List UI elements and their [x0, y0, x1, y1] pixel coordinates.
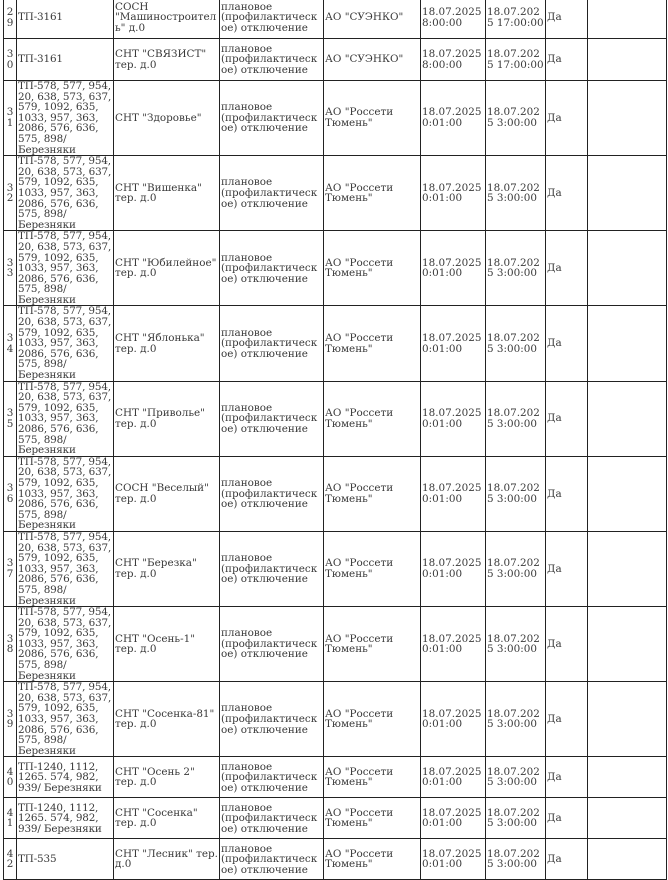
outage-start: 18.07.2025 0:01:00 — [422, 106, 482, 130]
power-resume-cell — [546, 757, 588, 798]
outage-start: 18.07.2025 8:00:00 — [422, 47, 482, 71]
object-name-cell — [114, 798, 220, 839]
object-name-cell — [114, 682, 220, 757]
organization-cell — [324, 39, 421, 81]
table-row — [4, 798, 667, 839]
outage-type-cell — [220, 757, 324, 798]
outage-end: 18.07.2025 3:00:00 — [487, 407, 540, 430]
table-row — [4, 39, 667, 81]
outage-start: 18.07.2025 0:01:00 — [422, 482, 482, 505]
empty-cell-cell — [588, 231, 667, 306]
row-number: 32 — [6, 181, 14, 205]
row-number-cell — [4, 456, 17, 531]
object-name-cell — [114, 607, 220, 682]
outage-start: 18.07.2025 0:01:00 — [422, 847, 482, 871]
transformer-list-cell — [17, 757, 114, 798]
row-number: 39 — [6, 707, 14, 731]
row-number-cell — [4, 381, 17, 456]
transformer-list-cell — [17, 607, 114, 682]
transformer-list-cell — [17, 531, 114, 606]
object-name-cell — [114, 156, 220, 231]
organization-cell — [324, 81, 421, 156]
empty-cell-cell — [588, 381, 667, 456]
row-number-cell — [4, 306, 17, 381]
organization-cell — [324, 156, 421, 231]
row-number: 35 — [6, 407, 14, 430]
power-resume: Да — [547, 771, 562, 784]
outage-end-cell — [486, 798, 546, 839]
power-resume: Да — [547, 111, 562, 124]
outage-type: плановое (профилактическое) отключение — [221, 627, 318, 661]
outage-end: 18.07.2025 3:00:00 — [487, 557, 540, 581]
organization-cell — [324, 456, 421, 531]
outage-type-cell — [220, 81, 324, 156]
outage-end-cell — [486, 0, 546, 39]
outage-start: 18.07.2025 8:00:00 — [422, 5, 482, 29]
table-row — [4, 531, 667, 606]
object-name: СНТ "СВЯЗИСТ" тер. д.0 — [115, 47, 207, 71]
outage-type-cell — [220, 231, 324, 306]
outage-end-cell — [486, 306, 546, 381]
row-number: 33 — [6, 256, 14, 280]
object-name: СНТ "Яблонька" тер. д.0 — [115, 331, 205, 355]
outage-end: 18.07.2025 3:00:00 — [487, 482, 540, 505]
table-row — [4, 839, 667, 880]
outage-start: 18.07.2025 0:01:00 — [422, 557, 482, 581]
empty-cell-cell — [588, 682, 667, 757]
power-resume: Да — [547, 637, 562, 650]
organization-cell — [324, 839, 421, 880]
transformer-list: ТП-578, 577, 954, 20, 638, 573, 637, 579, 1092, 635, 1033, 957, 363, 2086, 576, 636, 575, 898/Березняки — [18, 230, 112, 306]
outage-type-cell — [220, 607, 324, 682]
object-name: СОСН "Веселый" тер. д.0 — [115, 482, 209, 505]
organization-cell — [324, 306, 421, 381]
power-resume: Да — [547, 812, 562, 825]
organization: АО "Россети Тюмень" — [325, 482, 394, 505]
transformer-list-cell — [17, 456, 114, 531]
outage-start: 18.07.2025 0:01:00 — [422, 331, 482, 355]
row-number: 30 — [6, 47, 14, 71]
transformer-list-cell — [17, 798, 114, 839]
outage-end-cell — [486, 682, 546, 757]
row-number-cell — [4, 81, 17, 156]
row-number: 31 — [6, 106, 14, 130]
organization: АО "Россети Тюмень" — [325, 331, 394, 355]
outage-type: плановое (профилактическое) отключение — [221, 176, 318, 210]
outage-type-cell — [220, 456, 324, 531]
transformer-list-cell — [17, 682, 114, 757]
table-body — [4, 0, 667, 880]
row-number: 34 — [6, 331, 14, 355]
transformer-list: ТП-1240, 1112, 1265. 574, 982, 939/ Березняки — [18, 760, 102, 794]
outage-start-cell — [421, 757, 486, 798]
row-number: 29 — [6, 5, 14, 29]
object-name-cell — [114, 757, 220, 798]
organization-cell — [324, 0, 421, 39]
outage-type-cell — [220, 531, 324, 606]
transformer-list-cell — [17, 839, 114, 880]
power-resume-cell — [546, 156, 588, 231]
outage-start: 18.07.2025 0:01:00 — [422, 632, 482, 656]
power-resume-cell — [546, 39, 588, 81]
organization: АО "Россети Тюмень" — [325, 707, 394, 731]
transformer-list: ТП-578, 577, 954, 20, 638, 573, 637, 579, 1092, 635, 1033, 957, 363, 2086, 576, 636, 575, 898/Березняки — [18, 381, 112, 457]
outage-start-cell — [421, 306, 486, 381]
power-resume: Да — [547, 337, 562, 350]
organization: АО "СУЭНКО" — [325, 53, 404, 66]
power-resume-cell — [546, 231, 588, 306]
row-number-cell — [4, 839, 17, 880]
outage-end: 18.07.2025 3:00:00 — [487, 806, 540, 830]
power-resume: Да — [547, 412, 562, 425]
organization-cell — [324, 231, 421, 306]
power-resume: Да — [547, 487, 562, 500]
organization: АО "Россети Тюмень" — [325, 407, 394, 430]
table-row — [4, 456, 667, 531]
power-resume-cell — [546, 306, 588, 381]
table-row — [4, 81, 667, 156]
outage-end-cell — [486, 456, 546, 531]
outage-start-cell — [421, 682, 486, 757]
outage-start-cell — [421, 839, 486, 880]
empty-cell-cell — [588, 81, 667, 156]
power-resume: Да — [547, 186, 562, 199]
outage-end: 18.07.2025 3:00:00 — [487, 632, 540, 656]
outage-type-cell — [220, 798, 324, 839]
outage-type: плановое (профилактическое) отключение — [221, 251, 318, 285]
power-resume: Да — [547, 562, 562, 575]
outage-end-cell — [486, 607, 546, 682]
empty-cell-cell — [588, 798, 667, 839]
table-row — [4, 607, 667, 682]
outage-end-cell — [486, 757, 546, 798]
outage-start-cell — [421, 607, 486, 682]
row-number: 37 — [6, 557, 14, 581]
power-resume-cell — [546, 381, 588, 456]
row-number-cell — [4, 531, 17, 606]
outage-end: 18.07.2025 17:00:00 — [487, 5, 544, 29]
object-name: СОСН "Машиностроитель" д.0 — [115, 0, 217, 34]
outage-end: 18.07.2025 3:00:00 — [487, 765, 540, 789]
row-number-cell — [4, 39, 17, 81]
outage-start: 18.07.2025 0:01:00 — [422, 407, 482, 430]
outage-end-cell — [486, 39, 546, 81]
object-name-cell — [114, 0, 220, 39]
outage-end: 18.07.2025 3:00:00 — [487, 256, 540, 280]
object-name-cell — [114, 39, 220, 81]
row-number: 41 — [6, 806, 14, 830]
outage-type: плановое (профилактическое) отключение — [221, 552, 318, 586]
outage-start: 18.07.2025 0:01:00 — [422, 765, 482, 789]
object-name-cell — [114, 456, 220, 531]
empty-cell-cell — [588, 531, 667, 606]
outage-type: плановое (профилактическое) отключение — [221, 702, 318, 736]
organization-cell — [324, 607, 421, 682]
row-number-cell — [4, 682, 17, 757]
outage-start-cell — [421, 231, 486, 306]
outage-schedule-table — [3, 0, 667, 880]
power-resume: Да — [547, 853, 562, 866]
transformer-list: ТП-3161 — [18, 53, 63, 66]
transformer-list: ТП-578, 577, 954, 20, 638, 573, 637, 579, 1092, 635, 1033, 957, 363, 2086, 576, 636, 575, 898/Березняки — [18, 531, 112, 607]
organization: АО "Россети Тюмень" — [325, 106, 394, 130]
power-resume-cell — [546, 798, 588, 839]
outage-start: 18.07.2025 0:01:00 — [422, 256, 482, 280]
row-number-cell — [4, 798, 17, 839]
outage-end: 18.07.2025 17:00:00 — [487, 47, 544, 71]
outage-type: плановое (профилактическое) отключение — [221, 101, 318, 135]
power-resume: Да — [547, 713, 562, 726]
empty-cell-cell — [588, 39, 667, 81]
outage-type-cell — [220, 682, 324, 757]
table-row — [4, 682, 667, 757]
transformer-list: ТП-535 — [18, 853, 57, 866]
outage-start: 18.07.2025 0:01:00 — [422, 181, 482, 205]
row-number-cell — [4, 757, 17, 798]
outage-type-cell — [220, 839, 324, 880]
outage-start-cell — [421, 156, 486, 231]
outage-type: плановое (профилактическое) отключение — [221, 42, 318, 76]
outage-type-cell — [220, 156, 324, 231]
outage-start: 18.07.2025 0:01:00 — [422, 707, 482, 731]
empty-cell-cell — [588, 156, 667, 231]
transformer-list-cell — [17, 81, 114, 156]
outage-end-cell — [486, 156, 546, 231]
object-name-cell — [114, 531, 220, 606]
power-resume-cell — [546, 607, 588, 682]
empty-cell-cell — [588, 757, 667, 798]
empty-cell-cell — [588, 306, 667, 381]
row-number: 36 — [6, 482, 14, 505]
transformer-list: ТП-3161 — [18, 11, 63, 24]
object-name: СНТ "Сосенка-81" тер. д.0 — [115, 707, 215, 731]
organization: АО "Россети Тюмень" — [325, 847, 394, 871]
outage-type: плановое (профилактическое) отключение — [221, 0, 318, 34]
outage-type: плановое (профилактическое) отключение — [221, 476, 318, 511]
object-name: СНТ "Осень 2" тер. д.0 — [115, 765, 195, 789]
organization-cell — [324, 757, 421, 798]
empty-cell-cell — [588, 456, 667, 531]
object-name-cell — [114, 381, 220, 456]
transformer-list-cell — [17, 0, 114, 39]
object-name-cell — [114, 231, 220, 306]
table-row — [4, 0, 667, 39]
table-row — [4, 156, 667, 231]
object-name-cell — [114, 839, 220, 880]
outage-type-cell — [220, 0, 324, 39]
power-resume: Да — [547, 11, 562, 24]
organization: АО "Россети Тюмень" — [325, 256, 394, 280]
outage-type-cell — [220, 39, 324, 81]
empty-cell-cell — [588, 839, 667, 880]
organization: АО "Россети Тюмень" — [325, 632, 394, 656]
organization-cell — [324, 798, 421, 839]
power-resume-cell — [546, 682, 588, 757]
organization-cell — [324, 381, 421, 456]
organization: АО "Россети Тюмень" — [325, 181, 394, 205]
outage-type: плановое (профилактическое) отключение — [221, 401, 318, 435]
outage-end-cell — [486, 531, 546, 606]
object-name: СНТ "Здоровье" — [115, 111, 202, 124]
object-name: СНТ "Юбилейное" тер. д.0 — [115, 256, 217, 280]
table-row — [4, 231, 667, 306]
transformer-list-cell — [17, 306, 114, 381]
table-row — [4, 381, 667, 456]
object-name-cell — [114, 81, 220, 156]
row-number-cell — [4, 231, 17, 306]
power-resume-cell — [546, 531, 588, 606]
outage-end: 18.07.2025 3:00:00 — [487, 331, 540, 355]
object-name: СНТ "Вишенка" тер. д.0 — [115, 181, 202, 205]
transformer-list: ТП-578, 577, 954, 20, 638, 573, 637, 579, 1092, 635, 1033, 957, 363, 2086, 576, 636, 575, 898/Березняки — [18, 80, 112, 156]
organization: АО "Россети Тюмень" — [325, 765, 394, 789]
power-resume-cell — [546, 0, 588, 39]
outage-type: плановое (профилактическое) отключение — [221, 842, 318, 876]
power-resume: Да — [547, 262, 562, 275]
row-number-cell — [4, 156, 17, 231]
row-number: 40 — [6, 765, 14, 789]
outage-start-cell — [421, 381, 486, 456]
outage-end: 18.07.2025 3:00:00 — [487, 181, 540, 205]
outage-start-cell — [421, 0, 486, 39]
power-resume-cell — [546, 81, 588, 156]
row-number: 42 — [6, 847, 14, 871]
object-name: СНТ "Осень-1" тер. д.0 — [115, 632, 195, 656]
outage-type: плановое (профилактическое) отключение — [221, 326, 318, 360]
outage-end-cell — [486, 381, 546, 456]
row-number-cell — [4, 607, 17, 682]
transformer-list: ТП-578, 577, 954, 20, 638, 573, 637, 579, 1092, 635, 1033, 957, 363, 2086, 576, 636, 575, 898/Березняки — [18, 456, 112, 532]
outage-end-cell — [486, 81, 546, 156]
empty-cell-cell — [588, 0, 667, 39]
empty-cell-cell — [588, 607, 667, 682]
power-resume: Да — [547, 53, 562, 66]
outage-type-cell — [220, 381, 324, 456]
row-number-cell — [4, 0, 17, 39]
outage-start-cell — [421, 531, 486, 606]
organization-cell — [324, 682, 421, 757]
outage-type: плановое (профилактическое) отключение — [221, 760, 318, 794]
power-resume-cell — [546, 839, 588, 880]
outage-type: плановое (профилактическое) отключение — [221, 801, 318, 835]
transformer-list: ТП-1240, 1112, 1265. 574, 982, 939/ Березняки — [18, 801, 102, 835]
transformer-list: ТП-578, 577, 954, 20, 638, 573, 637, 579, 1092, 635, 1033, 957, 363, 2086, 576, 636, 575, 898/Березняки — [18, 305, 112, 382]
organization: АО "Россети Тюмень" — [325, 806, 394, 830]
outage-start-cell — [421, 456, 486, 531]
transformer-list: ТП-578, 577, 954, 20, 638, 573, 637, 579, 1092, 635, 1033, 957, 363, 2086, 576, 636, 575, 898/Березняки — [18, 681, 112, 757]
power-resume-cell — [546, 456, 588, 531]
organization: АО "СУЭНКО" — [325, 11, 404, 24]
outage-start-cell — [421, 81, 486, 156]
object-name: СНТ "Приволье" тер. д.0 — [115, 407, 205, 430]
transformer-list: ТП-578, 577, 954, 20, 638, 573, 637, 579, 1092, 635, 1033, 957, 363, 2086, 576, 636, 575, 898/Березняки — [18, 606, 112, 682]
outage-end-cell — [486, 231, 546, 306]
transformer-list: ТП-578, 577, 954, 20, 638, 573, 637, 579, 1092, 635, 1033, 957, 363, 2086, 576, 636, 575, 898/Березняки — [18, 155, 112, 231]
outage-start-cell — [421, 39, 486, 81]
transformer-list-cell — [17, 156, 114, 231]
outage-start-cell — [421, 798, 486, 839]
outage-end: 18.07.2025 3:00:00 — [487, 106, 540, 130]
outage-type-cell — [220, 306, 324, 381]
object-name: СНТ "Лесник" тер. д.0 — [115, 847, 218, 871]
object-name: СНТ "Березка" тер. д.0 — [115, 557, 197, 581]
transformer-list-cell — [17, 381, 114, 456]
outage-end-cell — [486, 839, 546, 880]
table-row — [4, 757, 667, 798]
organization-cell — [324, 531, 421, 606]
organization: АО "Россети Тюмень" — [325, 557, 394, 581]
transformer-list-cell — [17, 39, 114, 81]
transformer-list-cell — [17, 231, 114, 306]
table-row — [4, 306, 667, 381]
outage-end: 18.07.2025 3:00:00 — [487, 707, 540, 731]
row-number: 38 — [6, 632, 14, 656]
object-name: СНТ "Сосенка" тер. д.0 — [115, 806, 198, 830]
object-name-cell — [114, 306, 220, 381]
outage-end: 18.07.2025 3:00:00 — [487, 847, 540, 871]
outage-start: 18.07.2025 0:01:00 — [422, 806, 482, 830]
